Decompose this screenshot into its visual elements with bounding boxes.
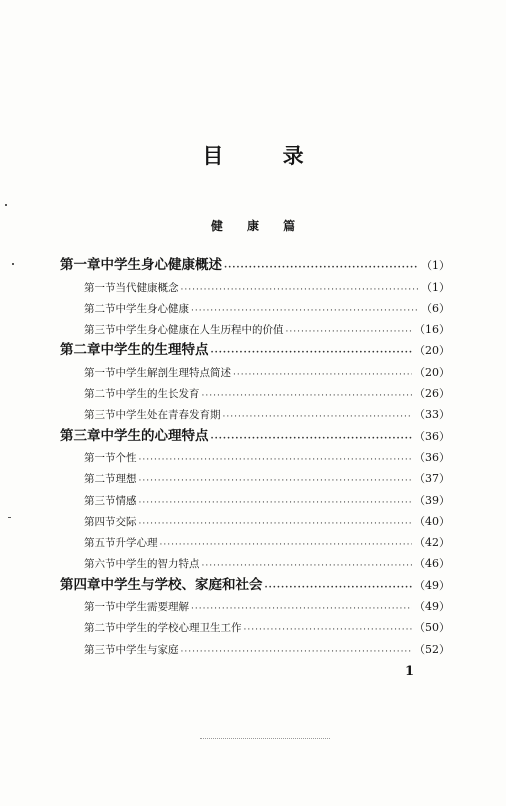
toc-page: （20） bbox=[414, 365, 450, 379]
toc-title: 情感 bbox=[115, 494, 137, 507]
leader-dots bbox=[211, 434, 413, 444]
toc-page: （6） bbox=[421, 301, 450, 315]
toc-number: 第二节 bbox=[84, 473, 116, 486]
toc-page: （36） bbox=[414, 450, 450, 464]
leader-dots bbox=[139, 476, 413, 486]
toc-chapter-1 bbox=[60, 252, 450, 273]
leader-dots bbox=[191, 604, 412, 614]
toc-title: 中学生身心健康 bbox=[115, 302, 189, 315]
toc-title: 中学生的智力特点 bbox=[115, 558, 200, 571]
toc-title: 中学生与学校、家庭和社会 bbox=[100, 576, 263, 593]
leader-dots bbox=[286, 327, 413, 337]
toc-number: 第三章 bbox=[60, 427, 101, 444]
toc-page: （36） bbox=[414, 429, 450, 443]
scan-speck bbox=[12, 263, 14, 265]
leader-dots bbox=[244, 625, 413, 635]
toc-section bbox=[60, 444, 450, 465]
leader-dots bbox=[211, 348, 413, 358]
toc-number: 第二节 bbox=[84, 388, 116, 401]
toc-number: 第一节 bbox=[84, 451, 116, 464]
toc-page: （46） bbox=[414, 557, 450, 571]
toc-title: 中学生的生长发育 bbox=[115, 388, 200, 401]
toc-number: 第三节 bbox=[84, 643, 116, 656]
toc-number: 第二节 bbox=[84, 302, 116, 315]
leader-dots bbox=[160, 540, 413, 550]
toc-title: 交际 bbox=[115, 515, 137, 528]
toc-page: （1） bbox=[421, 280, 450, 294]
toc-section bbox=[60, 614, 450, 635]
toc-title: 当代健康概念 bbox=[115, 281, 179, 294]
leader-dots bbox=[202, 391, 413, 401]
toc-number: 第三节 bbox=[84, 324, 116, 337]
scan-smudge bbox=[200, 738, 330, 740]
toc-number: 第二章 bbox=[60, 342, 101, 359]
leader-dots bbox=[139, 498, 413, 508]
toc-section bbox=[60, 380, 450, 401]
toc-page: （39） bbox=[414, 493, 450, 507]
leader-dots bbox=[223, 412, 413, 422]
toc-title: 中学生处在青春发育期 bbox=[115, 409, 221, 422]
toc-title: 理想 bbox=[115, 473, 137, 486]
toc-section bbox=[60, 529, 450, 550]
toc-page: （37） bbox=[414, 472, 450, 486]
toc-title: 中学生身心健康概述 bbox=[100, 257, 222, 274]
section-title: 健 康 篇 bbox=[210, 219, 306, 233]
toc-number: 第六节 bbox=[84, 558, 116, 571]
toc-title: 中学生与家庭 bbox=[115, 643, 179, 656]
toc-title: 中学生的学校心理卫生工作 bbox=[115, 622, 242, 635]
toc-section bbox=[60, 508, 450, 529]
toc-section bbox=[60, 550, 450, 571]
toc-number: 第二节 bbox=[84, 622, 116, 635]
toc-page: （50） bbox=[414, 621, 450, 635]
toc-page: （33） bbox=[414, 408, 450, 422]
leader-dots bbox=[202, 561, 413, 571]
toc-number: 第一节 bbox=[84, 281, 116, 294]
toc-page: （16） bbox=[414, 323, 450, 337]
toc-section bbox=[60, 486, 450, 507]
toc-page: （49） bbox=[414, 600, 450, 614]
toc-section bbox=[60, 358, 450, 379]
toc-section bbox=[60, 295, 450, 316]
toc-number: 第一节 bbox=[84, 601, 116, 614]
toc-title: 中学生身心健康在人生历程中的价值 bbox=[115, 324, 284, 337]
toc-title: 升学心理 bbox=[115, 537, 158, 550]
toc-page: （40） bbox=[414, 514, 450, 528]
scan-speck bbox=[5, 204, 7, 206]
toc-page: （20） bbox=[414, 344, 450, 358]
toc-title: 中学生解剖生理特点简述 bbox=[115, 366, 231, 379]
toc-page: （1） bbox=[421, 259, 450, 273]
leader-dots bbox=[191, 306, 419, 316]
leader-dots bbox=[181, 285, 420, 295]
toc-number: 第三节 bbox=[84, 494, 116, 507]
page-number: 1 bbox=[405, 664, 415, 679]
leader-dots bbox=[233, 370, 412, 380]
leader-dots bbox=[139, 455, 413, 465]
toc-title: 个性 bbox=[115, 451, 137, 464]
toc-section bbox=[60, 316, 450, 337]
toc-page: （52） bbox=[414, 642, 450, 656]
toc-number: 第四节 bbox=[84, 515, 116, 528]
toc-section bbox=[60, 401, 450, 422]
toc-section bbox=[60, 273, 450, 294]
leader-dots bbox=[224, 263, 419, 273]
toc-number: 第一章 bbox=[60, 257, 101, 274]
table-of-contents bbox=[60, 252, 450, 657]
toc-section bbox=[60, 635, 450, 656]
page-title: 目 录 bbox=[202, 143, 330, 168]
toc-page: （26） bbox=[414, 387, 450, 401]
toc-number: 第三节 bbox=[84, 409, 116, 422]
toc-number: 第五节 bbox=[84, 537, 116, 550]
toc-chapter-3 bbox=[60, 422, 450, 443]
toc-number: 第一节 bbox=[84, 366, 116, 379]
leader-dots bbox=[181, 647, 413, 657]
toc-number: 第四章 bbox=[60, 576, 101, 593]
toc-section bbox=[60, 465, 450, 486]
toc-chapter-2 bbox=[60, 337, 450, 358]
leader-dots bbox=[265, 583, 413, 593]
leader-dots bbox=[139, 519, 413, 529]
toc-section bbox=[60, 593, 450, 614]
scan-speck bbox=[8, 517, 11, 518]
toc-title: 中学生的生理特点 bbox=[100, 342, 209, 359]
toc-title: 中学生的心理特点 bbox=[100, 427, 209, 444]
toc-chapter-4 bbox=[60, 571, 450, 592]
toc-page: （49） bbox=[414, 578, 450, 592]
toc-page: （42） bbox=[414, 536, 450, 550]
toc-title: 中学生需要理解 bbox=[115, 601, 189, 614]
